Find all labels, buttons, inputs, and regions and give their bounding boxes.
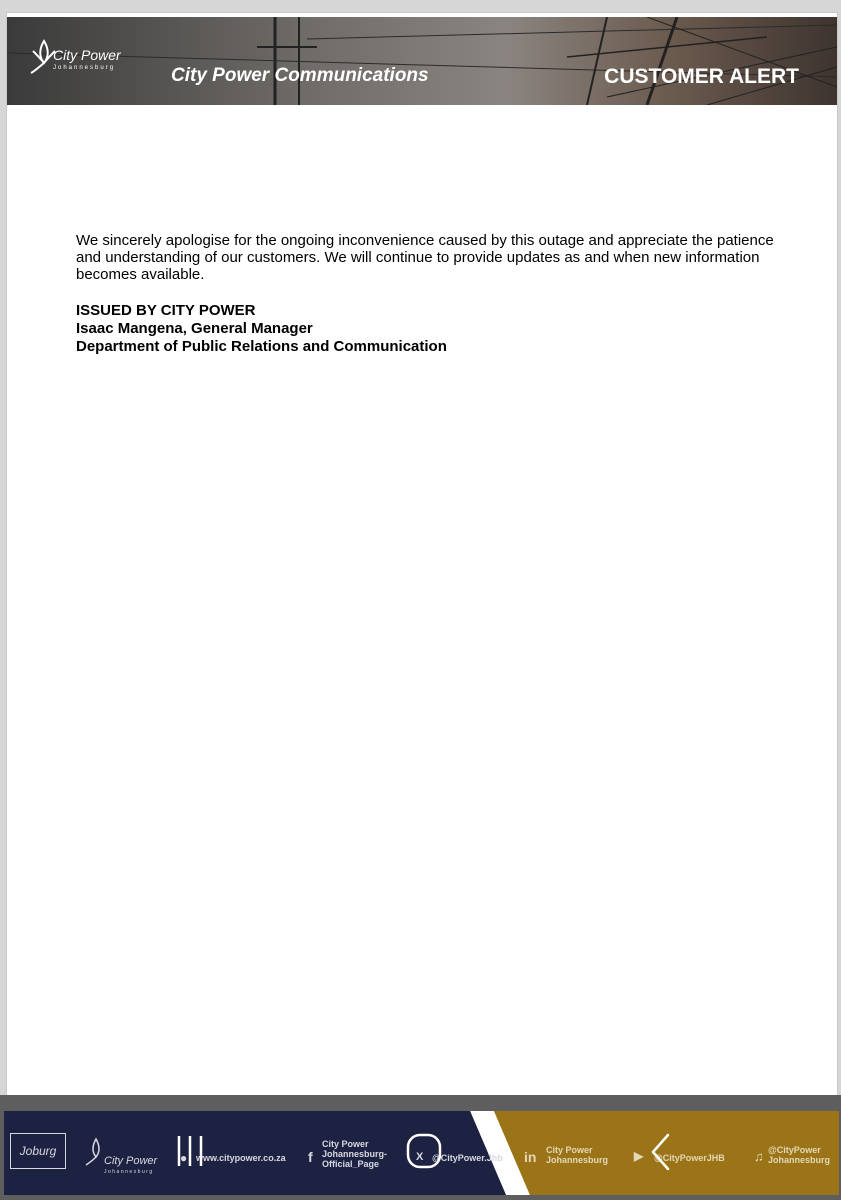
customer-alert-label: CUSTOMER ALERT bbox=[604, 65, 799, 88]
x-icon: X bbox=[416, 1151, 424, 1163]
issued-line: Department of Public Relations and Communication bbox=[76, 338, 447, 355]
header-banner bbox=[7, 17, 837, 105]
tiktok-icon: ♫ bbox=[754, 1149, 764, 1164]
footer-brand: City Power bbox=[104, 1155, 158, 1167]
footer-brand-sub: Johannesburg bbox=[104, 1169, 154, 1175]
linkedin-icon: in bbox=[524, 1149, 537, 1165]
recents-icon[interactable] bbox=[176, 1134, 206, 1168]
back-icon[interactable] bbox=[648, 1132, 676, 1172]
apology-paragraph: We sincerely apologise for the ongoing inconvenience caused by this outage and appreciate the patience and understanding of our customers. We will continue to provide updates as and when new information becomes available. bbox=[76, 232, 774, 283]
home-icon[interactable] bbox=[405, 1132, 445, 1170]
facebook-link[interactable]: City Power Johannesburg-Official_Page bbox=[322, 1139, 388, 1169]
website-link[interactable]: www.citypower.co.za bbox=[196, 1153, 286, 1163]
facebook-icon: f bbox=[308, 1149, 313, 1165]
brand-subtitle: Johannesburg bbox=[53, 65, 116, 71]
globe-icon: ● bbox=[180, 1151, 188, 1165]
issued-by-block bbox=[76, 302, 676, 356]
joburg-logo: Joburg bbox=[10, 1133, 66, 1169]
linkedin-link[interactable]: City Power Johannesburg bbox=[546, 1145, 609, 1165]
x-link[interactable]: @CityPower.Jhb bbox=[432, 1153, 503, 1163]
brand-name: City Power bbox=[53, 47, 121, 63]
communications-title: City Power Communications bbox=[171, 65, 429, 86]
issued-line: ISSUED BY CITY POWER bbox=[76, 302, 256, 319]
document-page bbox=[6, 12, 838, 1114]
tiktok-link[interactable]: @CityPower Johannesburg bbox=[768, 1145, 831, 1165]
youtube-link[interactable]: @CityPowerJHB bbox=[654, 1153, 725, 1163]
youtube-icon: ▶ bbox=[634, 1149, 644, 1163]
issued-line: Isaac Mangena, General Manager bbox=[76, 320, 313, 337]
